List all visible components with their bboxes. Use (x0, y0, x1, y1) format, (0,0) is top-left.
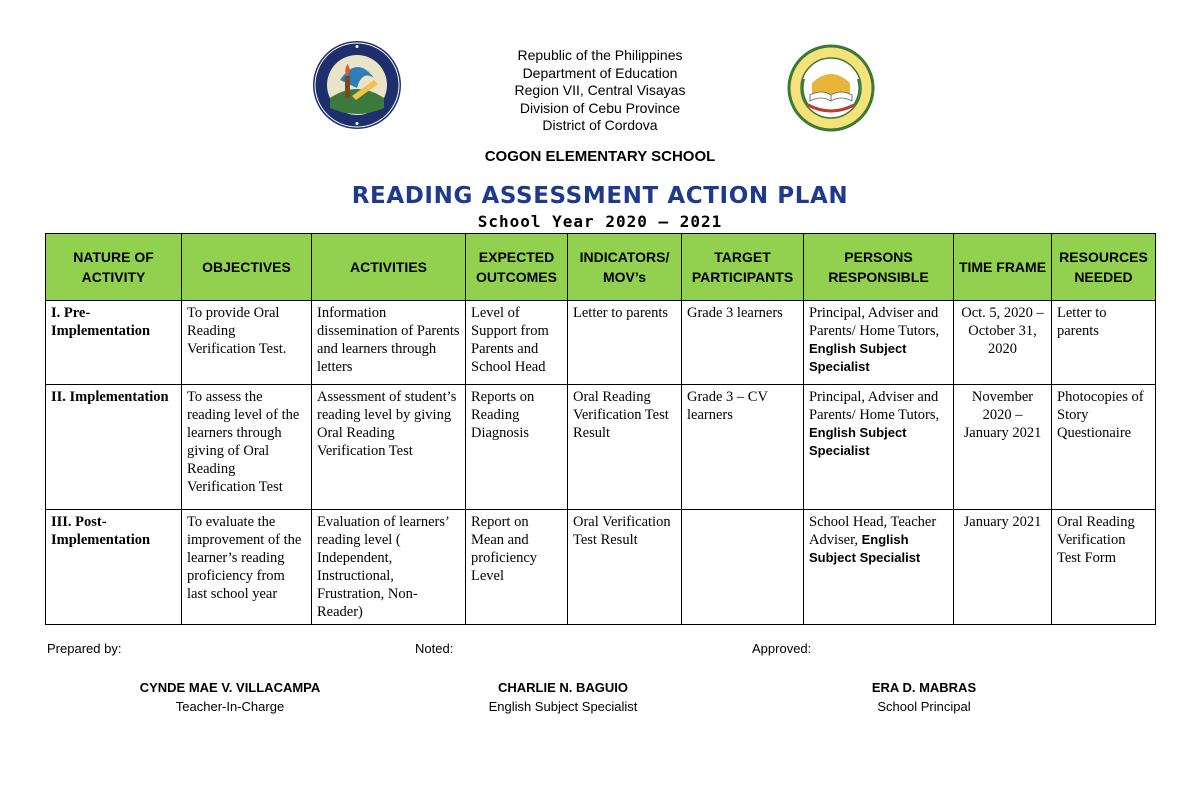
cell-activities: Information dissemination of Parents and learners through letters (312, 301, 466, 385)
deped-division-seal (312, 40, 402, 130)
header-line: Republic of the Philippines (517, 47, 683, 63)
cell-persons (804, 301, 954, 385)
cell-indicators: Oral Verification Test Result (568, 510, 682, 625)
prepared-by-label: Prepared by: (47, 641, 122, 656)
header-line: Department of Education (522, 64, 678, 81)
header-line: Region VII, Central Visayas (514, 82, 686, 99)
column-header: OBJECTIVES (182, 234, 312, 301)
column-header: RESOURCES NEEDED (1052, 234, 1156, 301)
table-row (46, 301, 1156, 385)
signatory-position-prepared: Teacher-In-Charge (175, 699, 285, 714)
cell-activities: Evaluation of learners’ reading level ( Independent, Instructional, Frustration, Non-Reader) (312, 510, 466, 625)
column-header: INDICATORS/ MOV’s (568, 234, 682, 301)
cell-objectives: To evaluate the improvement of the learner’s reading proficiency from last school year (182, 510, 312, 625)
cell-objectives: To provide Oral Reading Verification Test. (182, 301, 312, 385)
agency-header (400, 47, 800, 135)
cell-time-frame: November 2020 – January 2021 (954, 385, 1052, 510)
cell-time-frame: Oct. 5, 2020 – October 31, 2020 (954, 301, 1052, 385)
school-name: COGON ELEMENTARY SCHOOL (484, 148, 716, 165)
signatory-position-approved: School Principal (877, 699, 971, 714)
cell-resources: Oral Reading Verification Test Form (1052, 510, 1156, 625)
cell-participants: Grade 3 learners (682, 301, 804, 385)
persons-main: Principal, Adviser and Parents/ Home Tutors, (809, 389, 940, 423)
cell-resources: Letter to parents (1052, 301, 1156, 385)
table-row (46, 510, 1156, 625)
column-header: NATURE OF ACTIVITY (46, 234, 182, 301)
cell-resources: Photocopies of Story Questionaire (1052, 385, 1156, 510)
cell-persons (804, 385, 954, 510)
cell-participants (682, 510, 804, 625)
persons-main: Principal, Adviser and Parents/ Home Tutors, (809, 305, 940, 339)
column-header: PERSONS RESPONSIBLE (804, 234, 954, 301)
cell-objectives: To assess the reading level of the learners through giving of Oral Reading Verification Test (182, 385, 312, 510)
cell-nature: II. Implementation (46, 385, 182, 510)
cell-participants: Grade 3 – CV learners (682, 385, 804, 510)
persons-main: School Head, Teacher Adviser, (809, 514, 937, 548)
column-header: EXPECTED OUTCOMES (466, 234, 568, 301)
signatory-name-approved: ERA D. MABRAS (871, 680, 977, 695)
signatory-name-prepared: CYNDE MAE V. VILLACAMPA (139, 680, 321, 695)
action-plan-table (45, 233, 1156, 625)
cell-activities: Assessment of student’s reading level by giving Oral Reading Verification Test (312, 385, 466, 510)
column-header: TIME FRAME (954, 234, 1052, 301)
cell-nature: III. Post-Implementation (46, 510, 182, 625)
signatory-position-noted: English Subject Specialist (488, 699, 638, 714)
cell-indicators: Oral Reading Verification Test Result (568, 385, 682, 510)
school-year: School Year 2020 – 2021 (477, 212, 723, 231)
cell-outcomes: Reports on Reading Diagnosis (466, 385, 568, 510)
cell-time-frame: January 2021 (954, 510, 1052, 625)
cell-nature: I. Pre-Implementation (46, 301, 182, 385)
table-row (46, 385, 1156, 510)
header-line: Division of Cebu Province (519, 99, 681, 116)
header-line: District of Cordova (542, 117, 658, 134)
column-header: ACTIVITIES (312, 234, 466, 301)
cell-persons (804, 510, 954, 625)
persons-specialist: English Subject Specialist (809, 425, 907, 458)
persons-specialist: English Subject Specialist (809, 532, 921, 565)
signatory-name-noted: CHARLIE N. BAGUIO (498, 680, 628, 695)
table-header-row (46, 234, 1156, 301)
approved-label: Approved: (752, 641, 812, 656)
cell-indicators: Letter to parents (568, 301, 682, 385)
persons-specialist: English Subject Specialist (809, 341, 907, 374)
noted-label: Noted: (415, 641, 454, 656)
column-header: TARGET PARTICIPANTS (682, 234, 804, 301)
cell-outcomes: Report on Mean and proficiency Level (466, 510, 568, 625)
document-title: READING ASSESSMENT ACTION PLAN (351, 183, 849, 209)
cell-outcomes: Level of Support from Parents and School Head (466, 301, 568, 385)
